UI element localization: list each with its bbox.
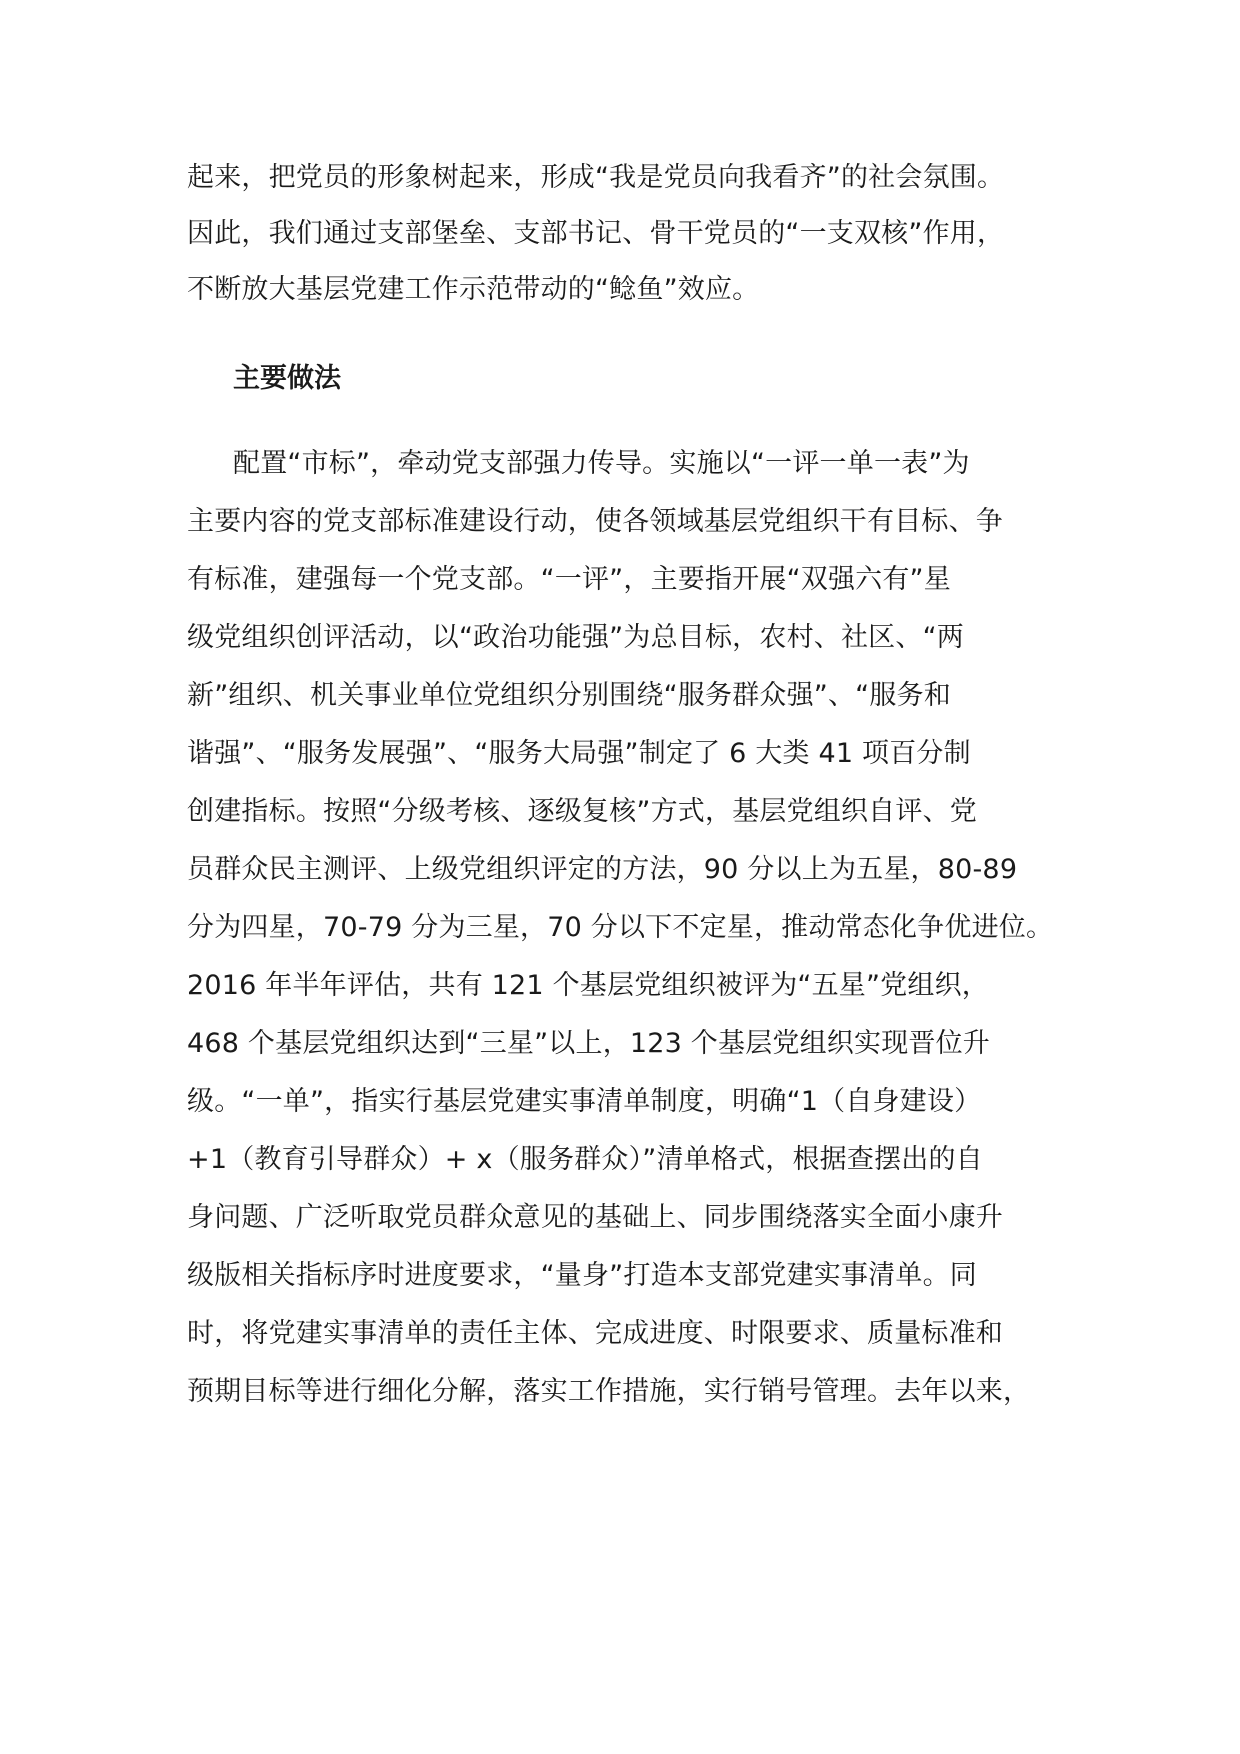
body-line-5: 新”组织、机关事业单位党组织分别围绕“服务群众强”、“服务和 [187, 680, 951, 711]
body-line-9: 分为四星，70-79 分为三星，70 分以下不定星，推动常态化争优进位。 [187, 912, 1054, 943]
body-line-1: 配置“市标”，牵动党支部强力传导。实施以“一评一单一表”为 [233, 448, 970, 479]
body-line-17: 预期目标等进行细化分解，落实工作措施，实行销号管理。去年以来， [187, 1376, 1031, 1407]
body-line-12: 级。“一单”，指实行基层党建实事清单制度，明确“1（自身建设） [187, 1086, 982, 1117]
section-heading: 主要做法 [233, 363, 341, 394]
body-line-8: 员群众民主测评、上级党组织评定的方法，90 分以上为五星，80-89 [187, 854, 1018, 885]
intro-line-1: 起来，把党员的形象树起来，形成“我是党员向我看齐”的社会氛围。 [187, 162, 1005, 193]
body-line-6: 谐强”、“服务发展强”、“服务大局强”制定了 6 大类 41 项百分制 [187, 738, 971, 769]
body-line-16: 时，将党建实事清单的责任主体、完成进度、时限要求、质量标准和 [187, 1318, 1003, 1349]
body-line-4: 级党组织创评活动，以“政治功能强”为总目标，农村、社区、“两 [187, 622, 964, 653]
body-line-10: 2016 年半年评估，共有 121 个基层党组织被评为“五星”党组织， [187, 970, 989, 1001]
body-line-7: 创建指标。按照“分级考核、逐级复核”方式，基层党组织自评、党 [187, 796, 977, 827]
body-line-11: 468 个基层党组织达到“三星”以上，123 个基层党组织实现晋位升 [187, 1028, 991, 1059]
body-line-14: 身问题、广泛听取党员群众意见的基础上、同步围绕落实全面小康升 [187, 1202, 1003, 1233]
body-line-15: 级版相关指标序时进度要求，“量身”打造本支部党建实事清单。同 [187, 1260, 977, 1291]
body-line-3: 有标准，建强每一个党支部。“一评”，主要指开展“双强六有”星 [187, 564, 951, 595]
body-line-13: +1（教育引导群众）+ x（服务群众）”清单格式，根据查摆出的自 [187, 1144, 983, 1175]
intro-line-3: 不断放大基层党建工作示范带动的“鲶鱼”效应。 [187, 274, 760, 305]
intro-line-2: 因此，我们通过支部堡垒、支部书记、骨干党员的“一支双核”作用， [187, 218, 1005, 249]
body-line-2: 主要内容的党支部标准建设行动，使各领域基层党组织干有目标、争 [187, 506, 1003, 537]
